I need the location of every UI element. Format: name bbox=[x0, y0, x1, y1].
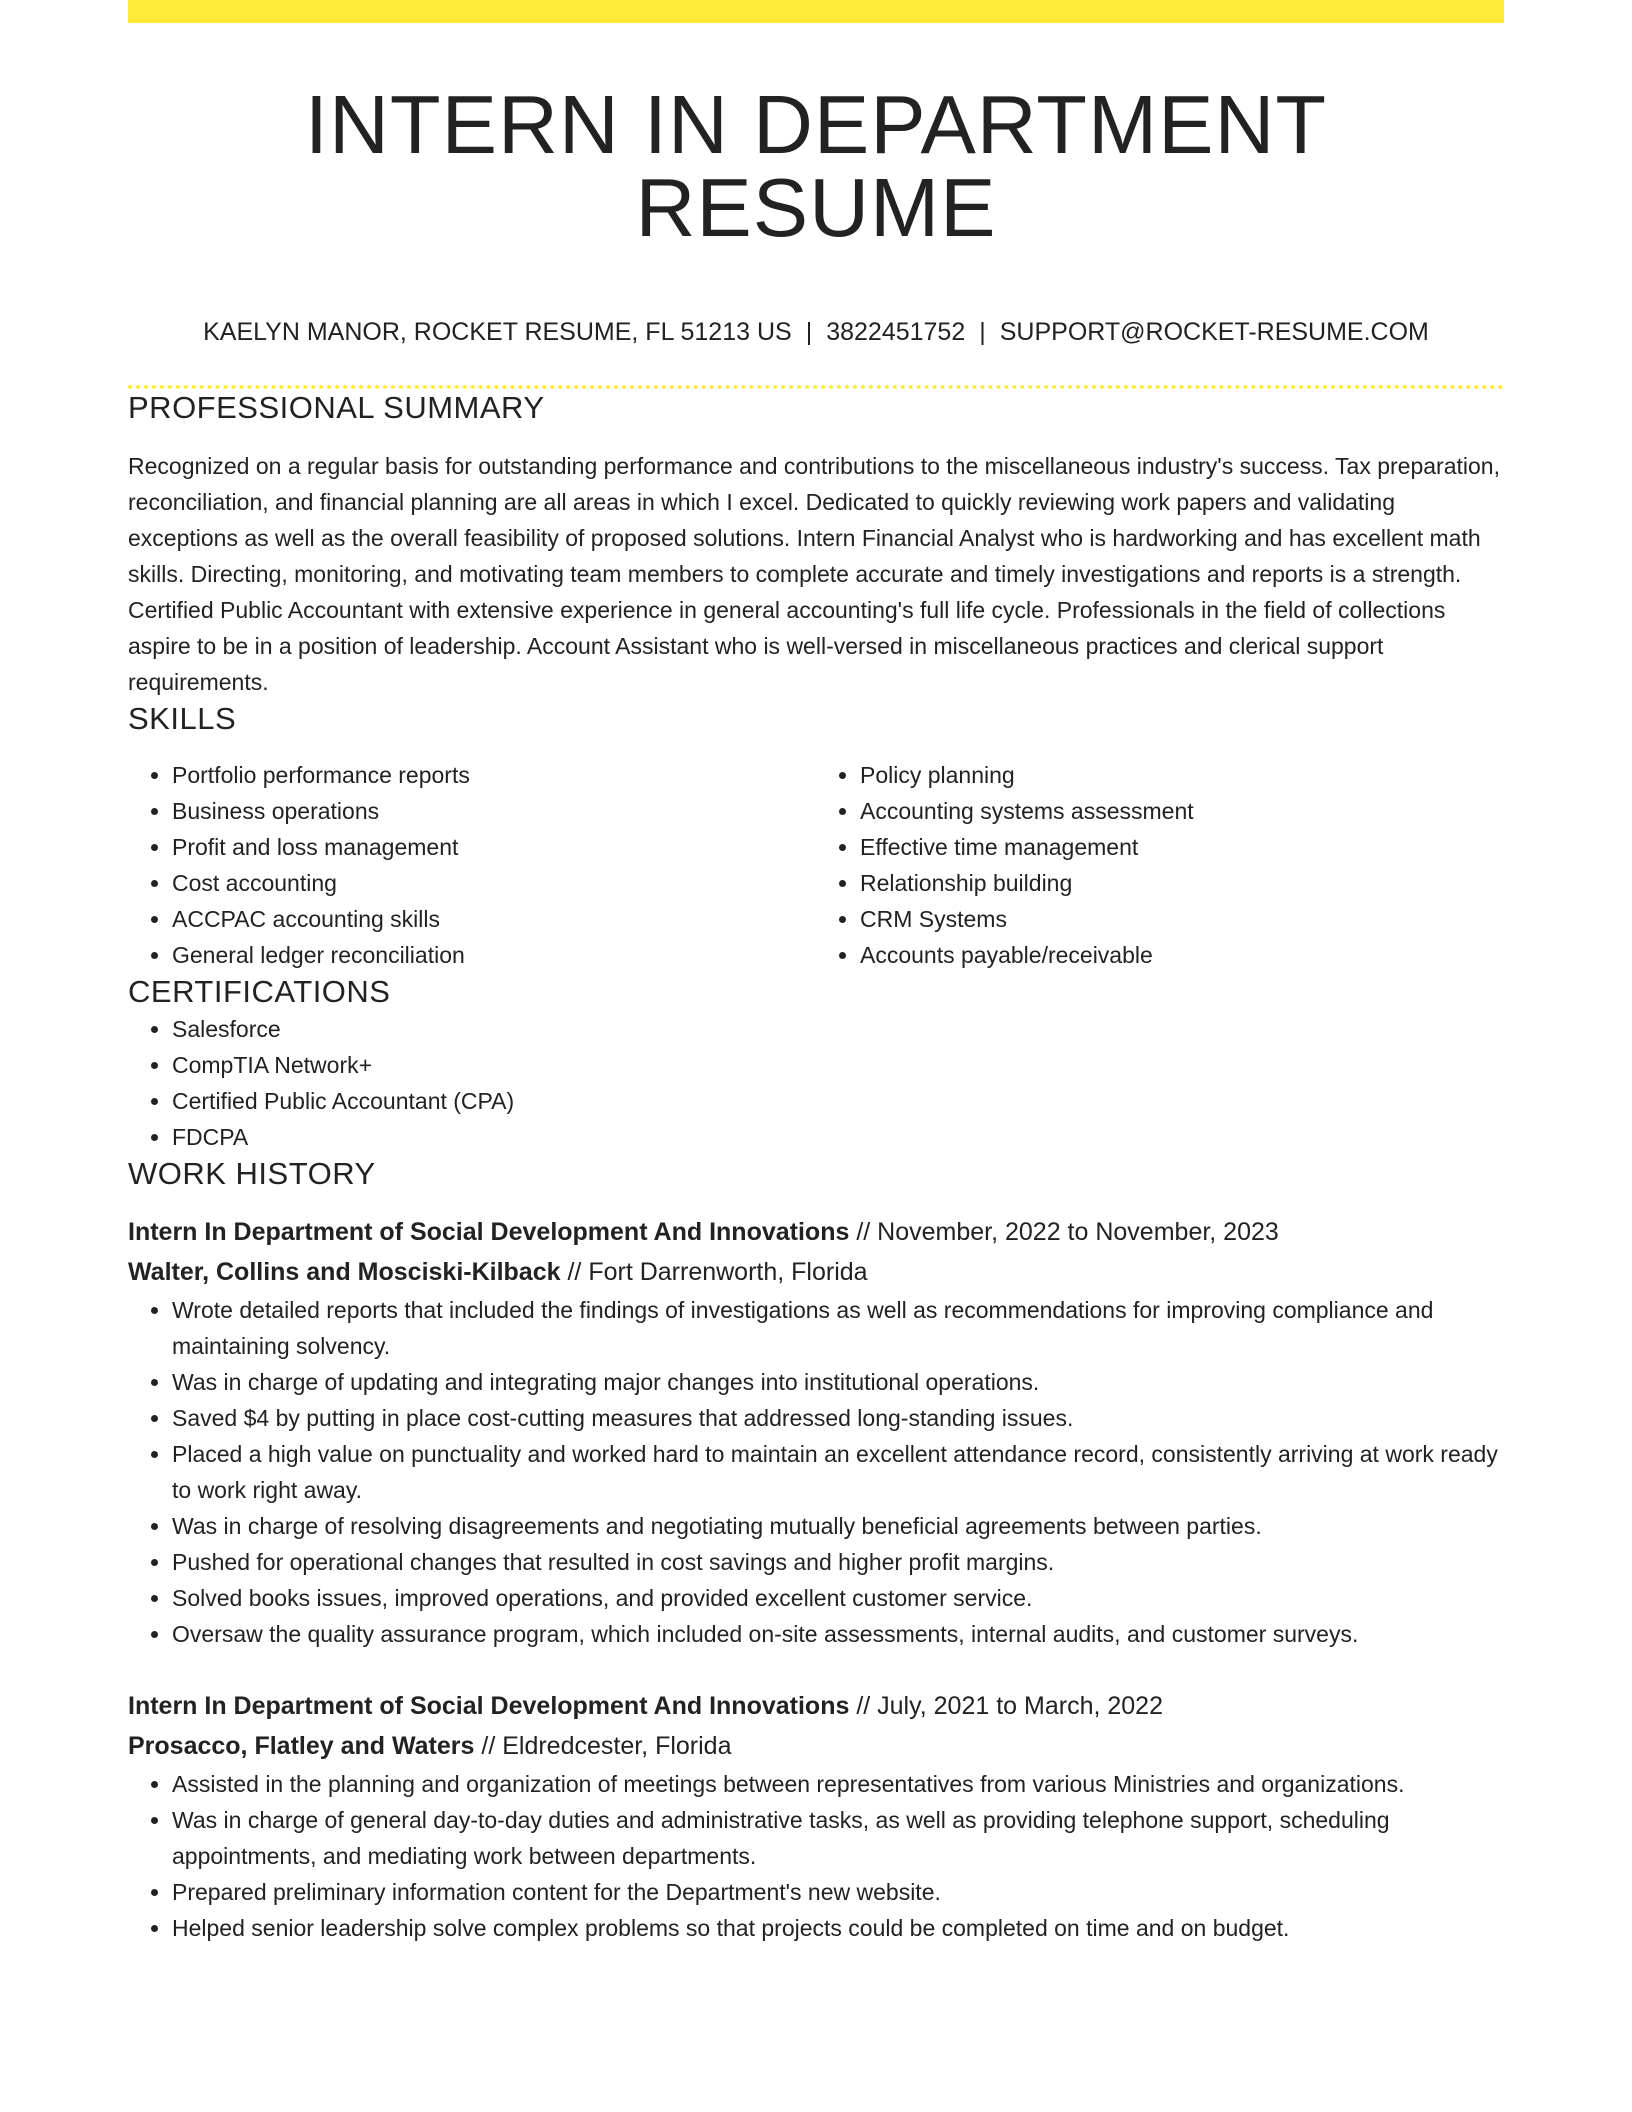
skill-item: • ACCPAC accounting skills bbox=[172, 901, 816, 937]
accent-top-bar bbox=[128, 0, 1504, 23]
job-title-line bbox=[128, 1686, 1504, 1726]
job-bullet: • Helped senior leadership solve complex problems so that projects could be completed on time and on budget. bbox=[172, 1910, 1504, 1946]
skills-heading: SKILLS bbox=[128, 701, 237, 737]
job-title: Intern In Department of Social Development And Innovations bbox=[128, 1217, 850, 1246]
contact-phone: 3822451752 bbox=[826, 318, 966, 346]
skill-item: • Business operations bbox=[172, 793, 816, 829]
job-bullets bbox=[128, 1292, 1504, 1652]
job-title: Intern In Department of Social Development And Innovations bbox=[128, 1691, 850, 1720]
skills-list-right bbox=[816, 757, 1504, 973]
summary-heading: PROFESSIONAL SUMMARY bbox=[128, 390, 545, 425]
skill-item: • Policy planning bbox=[860, 757, 1504, 793]
certification-item: • CompTIA Network+ bbox=[172, 1047, 1504, 1083]
work-history-heading: WORK HISTORY bbox=[128, 1155, 376, 1191]
summary-text: Recognized on a regular basis for outstanding performance and contributions to the miscellaneous industry's success. Tax preparation, reconciliation, and financial planning are all areas in which I excel. Dedicated to quickly reviewing work papers and validating exceptions as well as the overall feasibility of proposed solutions. Intern Financial Analyst who is hardworking and has excellent math skills. Directing, monitoring, and motivating team members to complete accurate and timely investigations and reports is a strength. Certified Public Accountant with extensive experience in general accounting's full life cycle. Professionals in the field of collections aspire to be in a position of leadership. Account Assistant who is well-versed in miscellaneous practices and clerical support requirements. bbox=[128, 453, 1500, 696]
job-bullet: • Placed a high value on punctuality and worked hard to maintain an excellent attendance record, consistently arriving at work ready to work right away. bbox=[172, 1436, 1504, 1508]
job-company-line bbox=[128, 1726, 1504, 1766]
contact-email: SUPPORT@ROCKET-RESUME.COM bbox=[999, 318, 1429, 346]
job-bullet: • Was in charge of general day-to-day duties and administrative tasks, as well as providing telephone support, scheduling appointments, and mediating work between departments. bbox=[172, 1802, 1504, 1874]
job-bullet: • Saved $4 by putting in place cost-cutting measures that addressed long-standing issues. bbox=[172, 1400, 1504, 1436]
job-bullet: • Wrote detailed reports that included the findings of investigations as well as recommendations for improving compliance and maintaining solvency. bbox=[172, 1292, 1504, 1364]
certification-item: • Certified Public Accountant (CPA) bbox=[172, 1083, 1504, 1119]
page-title: INTERN IN DEPARTMENT RESUME bbox=[304, 78, 1328, 254]
skill-item: • Accounts payable/receivable bbox=[860, 937, 1504, 973]
skill-item: • Profit and loss management bbox=[172, 829, 816, 865]
job-bullet: • Was in charge of resolving disagreements and negotiating mutually beneficial agreements between parties. bbox=[172, 1508, 1504, 1544]
skill-item: • Relationship building bbox=[860, 865, 1504, 901]
job-company: Walter, Collins and Mosciski-Kilback bbox=[128, 1257, 561, 1286]
skill-item: • General ledger reconciliation bbox=[172, 937, 816, 973]
certification-item: • FDCPA bbox=[172, 1119, 1504, 1155]
job-bullet: • Pushed for operational changes that resulted in cost savings and higher profit margins. bbox=[172, 1544, 1504, 1580]
job-dates: // November, 2022 to November, 2023 bbox=[849, 1217, 1279, 1246]
skill-item: • Cost accounting bbox=[172, 865, 816, 901]
skills-list-left bbox=[128, 757, 816, 973]
resume-page bbox=[128, 0, 1504, 1946]
contact-separator: | bbox=[805, 318, 813, 346]
job-location: // Fort Darrenworth, Florida bbox=[560, 1257, 868, 1286]
job-dates: // July, 2021 to March, 2022 bbox=[849, 1691, 1163, 1720]
skill-item: • CRM Systems bbox=[860, 901, 1504, 937]
certifications-heading: CERTIFICATIONS bbox=[128, 974, 391, 1010]
skill-item: • Effective time management bbox=[860, 829, 1504, 865]
job-bullets bbox=[128, 1766, 1504, 1946]
job-bullet: • Oversaw the quality assurance program, which included on-site assessments, internal audits, and customer surveys. bbox=[172, 1616, 1504, 1652]
contact-line bbox=[128, 317, 1504, 347]
job-bullet: • Prepared preliminary information content for the Department's new website. bbox=[172, 1874, 1504, 1910]
job-title-line bbox=[128, 1212, 1504, 1252]
job-company-line bbox=[128, 1252, 1504, 1292]
job-bullet: • Solved books issues, improved operations, and provided excellent customer service. bbox=[172, 1580, 1504, 1616]
skill-item: • Accounting systems assessment bbox=[860, 793, 1504, 829]
job-company: Prosacco, Flatley and Waters bbox=[128, 1731, 475, 1760]
contact-address: KAELYN MANOR, ROCKET RESUME, FL 51213 US bbox=[203, 318, 792, 346]
job-location: // Eldredcester, Florida bbox=[474, 1731, 732, 1760]
job-bullet: • Was in charge of updating and integrating major changes into institutional operations. bbox=[172, 1364, 1504, 1400]
certifications-list bbox=[128, 1011, 1504, 1155]
certification-item: • Salesforce bbox=[172, 1011, 1504, 1047]
job-entry bbox=[128, 1686, 1504, 1946]
contact-separator: | bbox=[979, 318, 986, 346]
job-entry bbox=[128, 1212, 1504, 1652]
job-bullet: • Assisted in the planning and organization of meetings between representatives from various Ministries and organizations. bbox=[172, 1766, 1504, 1802]
skill-item: • Portfolio performance reports bbox=[172, 757, 816, 793]
skills-columns bbox=[128, 757, 1504, 973]
